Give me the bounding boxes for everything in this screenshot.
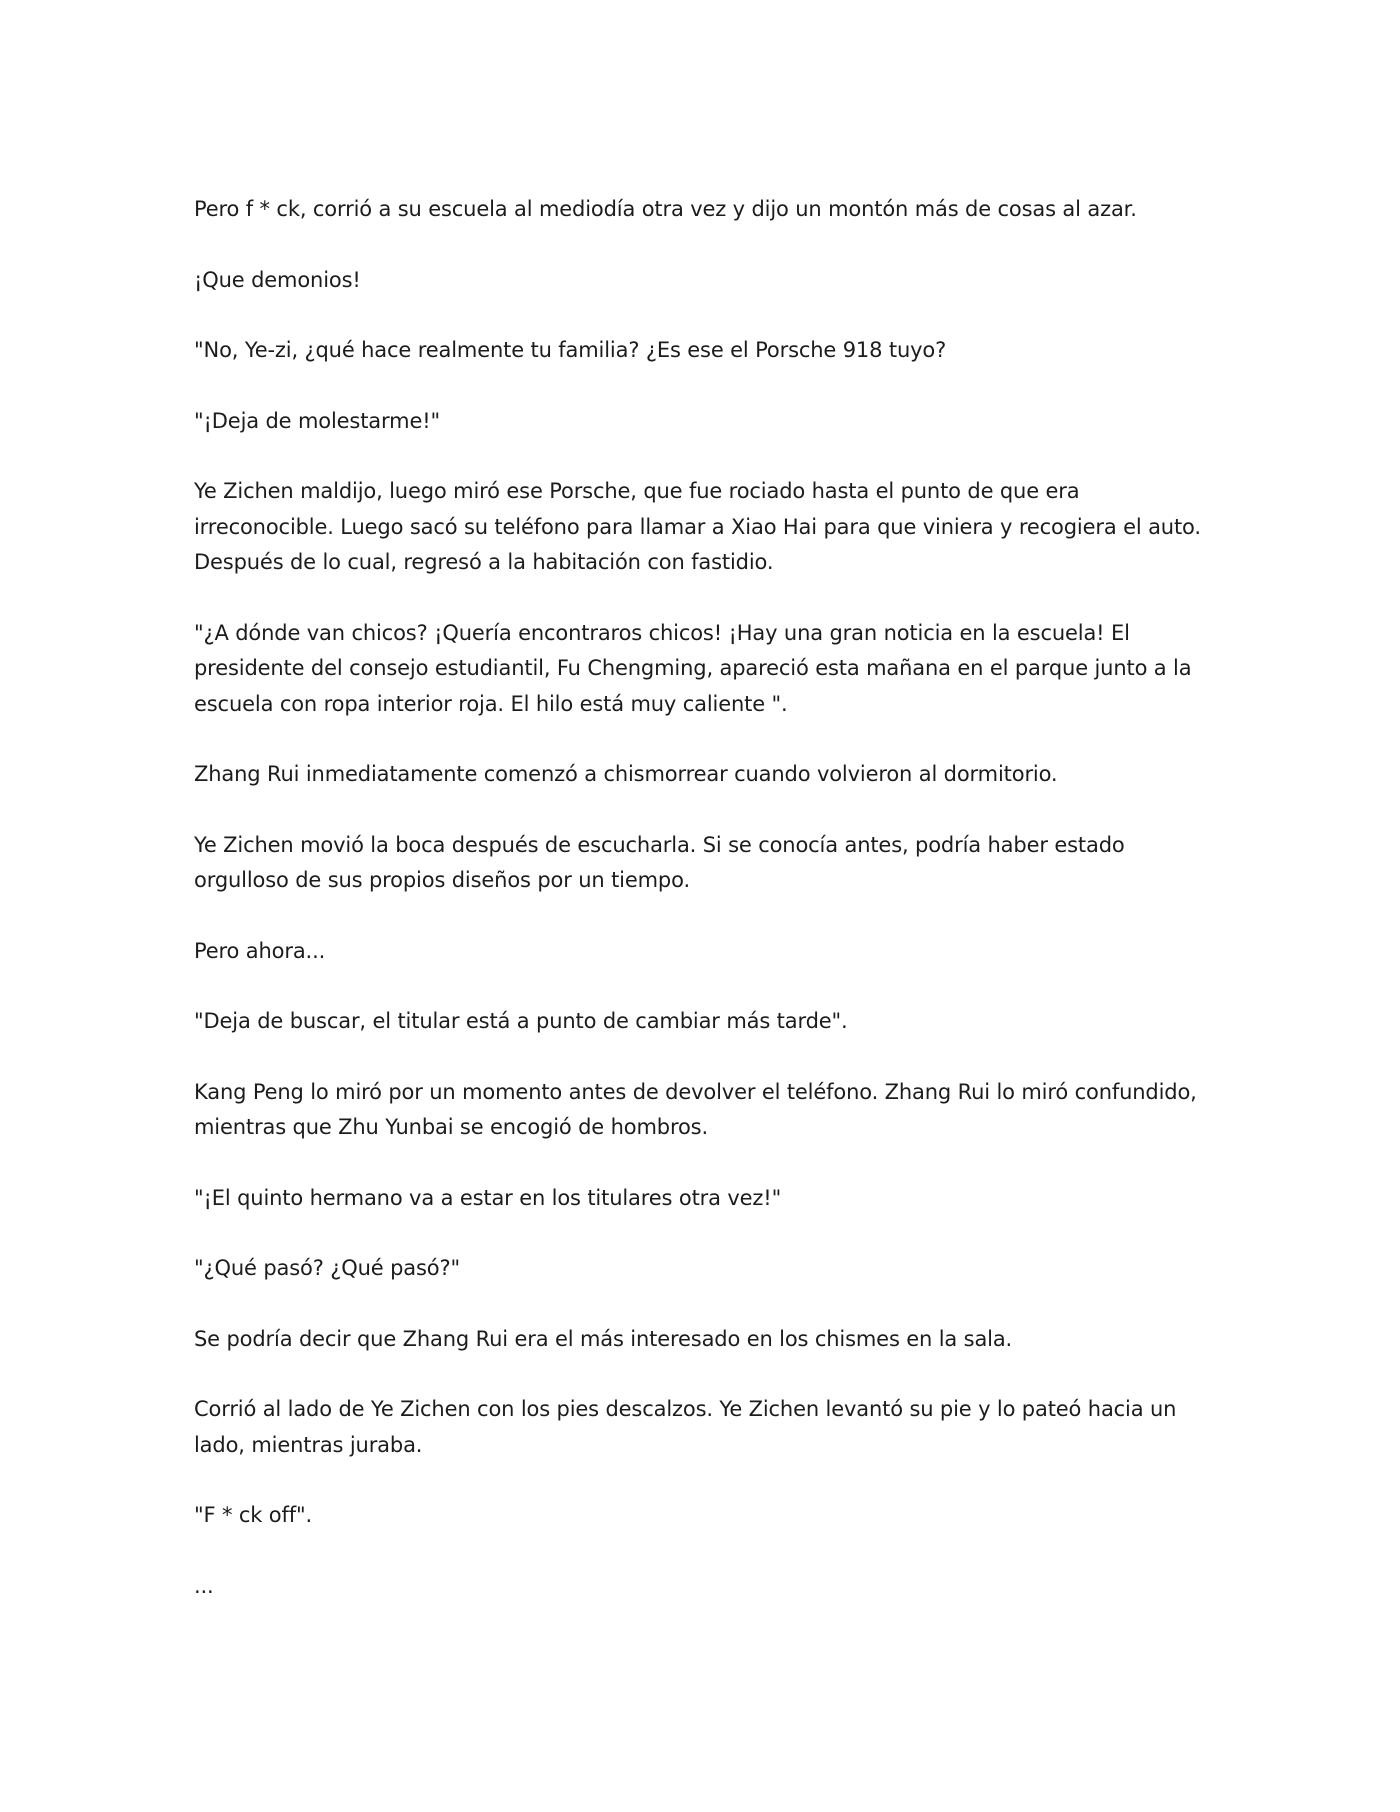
paragraph-16: "F * ck off". xyxy=(194,1503,312,1527)
paragraph-15: Corrió al lado de Ye Zichen con los pies descalzos. Ye Zichen levantó su pie y lo pateó hacia un lado, mientras juraba. xyxy=(194,1397,1177,1457)
paragraph-14: Se podría decir que Zhang Rui era el más interesado en los chismes en la sala. xyxy=(194,1326,1013,1351)
paragraph-5: Ye Zichen maldijo, luego miró ese Porsche, que fue rociado hasta el punto de que era irreconocible. Luego sacó su teléfono para llamar a Xiao Hai para que viniera y recogiera el auto. Después de lo cual, regresó a la habitación con fastidio. xyxy=(194,479,1201,574)
document-body xyxy=(194,192,1214,1639)
paragraph-4: "¡Deja de molestarme!" xyxy=(194,408,440,433)
paragraph-12: "¡El quinto hermano va a estar en los titulares otra vez!" xyxy=(194,1185,782,1210)
paragraph-9: Pero ahora... xyxy=(194,938,326,963)
paragraph-3: "No, Ye-zi, ¿qué hace realmente tu familia? ¿Es ese el Porsche 918 tuyo? xyxy=(194,338,947,362)
paragraph-2: ¡Que demonios! xyxy=(194,267,361,292)
paragraph-1: Pero f * ck, corrió a su escuela al mediodía otra vez y dijo un montón más de cosas al azar. xyxy=(194,197,1137,221)
paragraph-8: Ye Zichen movió la boca después de escucharla. Si se conocía antes, podría haber estado orgulloso de sus propios diseños por un tiempo. xyxy=(194,832,1125,892)
paragraph-17: ... xyxy=(194,1573,214,1598)
paragraph-10: "Deja de buscar, el titular está a punto de cambiar más tarde". xyxy=(194,1009,848,1033)
paragraph-13: "¿Qué pasó? ¿Qué pasó?" xyxy=(194,1256,460,1280)
paragraph-11: Kang Peng lo miró por un momento antes de devolver el teléfono. Zhang Rui lo miró confundido, mientras que Zhu Yunbai se encogió de hombros. xyxy=(194,1079,1197,1139)
paragraph-7: Zhang Rui inmediatamente comenzó a chismorrear cuando volvieron al dormitorio. xyxy=(194,762,1058,786)
paragraph-6: "¿A dónde van chicos? ¡Quería encontraros chicos! ¡Hay una gran noticia en la escuela! El presidente del consejo estudiantil, Fu Chengming, apareció esta mañana en el parque junto a la escuela con ropa interior roja. El hilo está muy caliente ". xyxy=(194,620,1192,716)
